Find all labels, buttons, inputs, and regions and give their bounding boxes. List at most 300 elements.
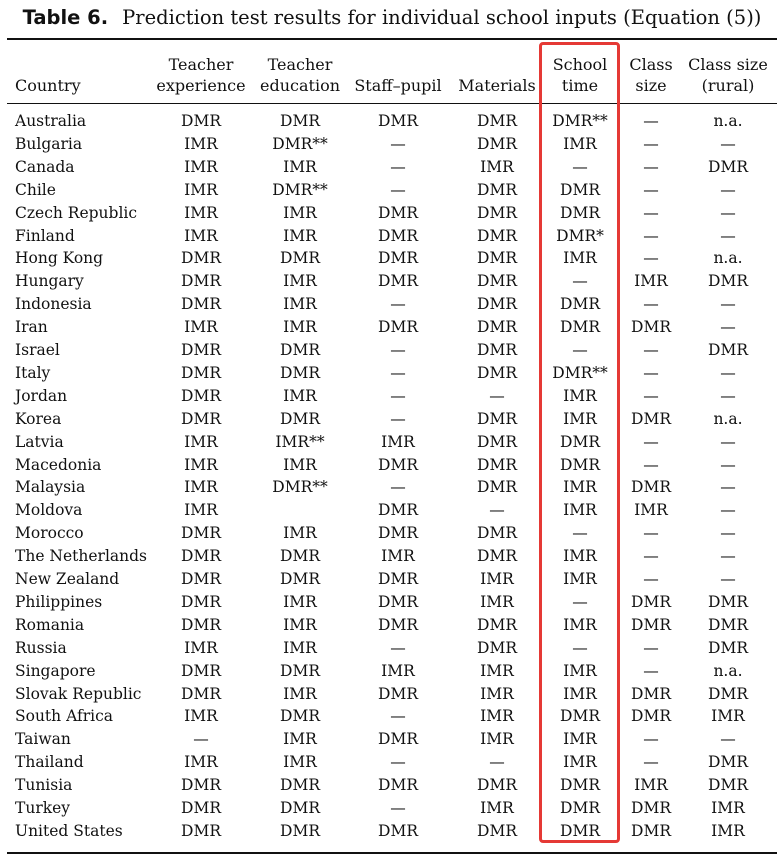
table-row [0,408,784,431]
staff-pupil-cell: DMR [378,615,418,634]
table-row [0,431,784,454]
country-cell: Israel [15,341,60,359]
table-row [0,293,784,316]
teacher-experience-cell: DMR [181,386,221,405]
col-header-line: Teacher [168,55,234,74]
teacher-experience-cell: DMR [181,295,221,314]
country-cell: Iran [15,318,48,337]
school-time-cell: — [572,272,588,291]
class-size-cell: DMR [631,318,671,337]
teacher-experience-cell: DMR [181,570,221,588]
country-cell: Indonesia [15,295,92,314]
country-cell: The Netherlands [15,547,148,566]
teacher-experience-cell: IMR [184,180,218,199]
materials-cell: DMR [477,524,517,543]
country-cell: Chile [15,180,56,199]
class-size-cell: — [643,455,659,474]
table-row [0,522,784,545]
materials-cell: DMR [477,226,517,245]
country-cell: Finland [15,226,75,245]
teacher-education-cell: DMR [280,821,320,840]
class-size-cell: — [643,363,659,382]
staff-pupil-cell: — [390,386,406,405]
class-size-cell: — [643,753,659,772]
country-cell: Italy [15,363,51,382]
school-time-cell: DMR* [556,226,604,245]
teacher-education-cell: DMR** [272,478,328,497]
teacher-education-cell [255,499,345,522]
class-size-rural-cell: DMR [708,592,748,611]
class-size-cell: — [643,226,659,245]
teacher-experience-cell: IMR [184,707,218,726]
staff-pupil-cell: DMR [378,730,418,749]
table-row [0,225,784,248]
materials-cell: DMR [477,821,517,840]
table-title: Prediction test results for individual school inputs (Equation (5)) [122,6,762,29]
teacher-education-cell: DMR** [272,134,328,153]
teacher-experience-cell: IMR [184,753,218,772]
school-time-cell: DMR [560,707,600,726]
table-row [0,728,784,751]
teacher-experience-cell: DMR [181,661,221,680]
table-row [0,751,784,774]
materials-cell: DMR [477,776,517,795]
col-header-line: Country [15,76,81,95]
col-header-line: Materials [458,76,536,95]
table-row [0,202,784,225]
teacher-experience-cell: DMR [181,592,221,611]
materials-cell: — [489,501,505,520]
staff-pupil-cell: DMR [378,592,418,611]
staff-pupil-cell: — [390,341,406,359]
table-row [0,270,784,293]
teacher-education-cell: IMR [283,684,317,703]
table-row [0,545,784,568]
teacher-education-cell: IMR [283,295,317,314]
class-size-rural-cell: DMR [708,272,748,291]
staff-pupil-cell: — [390,753,406,772]
teacher-education-cell: DMR [280,570,320,588]
table-row [0,614,784,637]
teacher-experience-cell: DMR [181,272,221,291]
school-time-cell: DMR [560,455,600,474]
col-header-staff-pupil [343,48,453,96]
teacher-education-cell: IMR [283,272,317,291]
table-row [0,591,784,614]
teacher-education-cell: IMR [283,157,317,176]
staff-pupil-cell: DMR [378,226,418,245]
school-time-cell: IMR [563,501,597,520]
teacher-education-cell: IMR [283,318,317,337]
class-size-rural-cell: — [720,226,736,245]
country-cell: Czech Republic [15,203,138,222]
class-size-cell: DMR [631,799,671,817]
country-cell: Macedonia [15,455,102,474]
materials-cell: DMR [477,112,517,130]
class-size-rural-cell: — [720,432,736,451]
class-size-rural-cell: — [720,730,736,749]
bottom-rule [7,852,777,854]
class-size-cell: — [643,547,659,566]
class-size-rural-cell: DMR [708,341,748,359]
country-cell: Moldova [15,501,83,520]
col-header-line: School [552,55,608,74]
school-time-cell: DMR [560,203,600,222]
class-size-rural-cell: — [720,134,736,153]
teacher-education-cell: IMR [283,638,317,657]
staff-pupil-cell: — [390,707,406,726]
class-size-cell: IMR [634,272,668,291]
header-rule [7,103,777,104]
class-size-cell: DMR [631,707,671,726]
country-cell: Romania [15,615,85,634]
staff-pupil-cell: — [390,409,406,428]
country-cell: Korea [15,409,62,428]
school-time-cell: IMR [563,478,597,497]
col-header-line: education [260,76,340,95]
materials-cell: DMR [477,203,517,222]
table-label: Table 6. [22,6,109,29]
school-time-cell: — [572,524,588,543]
class-size-cell: — [643,157,659,176]
school-time-cell: IMR [563,684,597,703]
teacher-education-cell: IMR [283,730,317,749]
class-size-rural-cell: — [720,180,736,199]
teacher-experience-cell: DMR [181,249,221,268]
materials-cell: DMR [477,134,517,153]
school-time-cell: IMR [563,547,597,566]
materials-cell: DMR [477,547,517,566]
materials-cell: DMR [477,432,517,451]
class-size-rural-cell: n.a. [713,661,743,680]
materials-cell: — [489,386,505,405]
teacher-experience-cell: IMR [184,226,218,245]
class-size-rural-cell: — [720,501,736,520]
teacher-education-cell: DMR [280,799,320,817]
table-row [0,110,784,133]
materials-cell: DMR [477,249,517,268]
table-row [0,156,784,179]
class-size-cell: DMR [631,821,671,840]
col-header-line: Class [629,55,673,74]
teacher-education-cell: IMR [283,753,317,772]
table-row [0,454,784,477]
class-size-cell: — [643,730,659,749]
teacher-education-cell: IMR [283,592,317,611]
table-row [0,362,784,385]
teacher-education-cell: DMR** [272,180,328,199]
country-cell: Hungary [15,272,84,291]
school-time-cell: DMR [560,432,600,451]
teacher-education-cell: IMR [283,203,317,222]
school-time-cell: IMR [563,661,597,680]
teacher-experience-cell: IMR [184,501,218,520]
country-cell: Singapore [15,661,96,680]
teacher-education-cell: IMR [283,455,317,474]
materials-cell: DMR [477,455,517,474]
class-size-cell: — [643,570,659,588]
staff-pupil-cell: — [390,638,406,657]
teacher-experience-cell: DMR [181,615,221,634]
school-time-cell: DMR [560,799,600,817]
country-cell: Australia [15,112,87,130]
col-header-teacher-education [245,48,355,96]
teacher-experience-cell: DMR [181,341,221,359]
school-time-cell: IMR [563,249,597,268]
school-time-cell: — [572,157,588,176]
class-size-rural-cell: — [720,547,736,566]
school-time-cell: IMR [563,753,597,772]
col-header-line: time [561,76,599,95]
staff-pupil-cell: IMR [381,432,415,451]
school-time-cell: IMR [563,386,597,405]
teacher-experience-cell: IMR [184,638,218,657]
class-size-cell: DMR [631,478,671,497]
table-row [0,476,784,499]
teacher-education-cell: IMR [283,386,317,405]
teacher-experience-cell: DMR [181,409,221,428]
materials-cell: DMR [477,615,517,634]
materials-cell: DMR [477,318,517,337]
class-size-rural-cell: — [720,455,736,474]
country-cell: Hong Kong [15,249,104,268]
materials-cell: DMR [477,638,517,657]
teacher-education-cell: DMR [280,341,320,359]
school-time-cell: DMR [560,776,600,795]
country-cell: Morocco [15,524,84,543]
class-size-rural-cell: n.a. [713,112,743,130]
class-size-cell: IMR [634,776,668,795]
col-header-line: (rural) [701,76,755,95]
table-row [0,339,784,362]
col-header-country [15,48,81,96]
teacher-education-cell: IMR [283,615,317,634]
class-size-cell: IMR [634,501,668,520]
teacher-experience-cell: IMR [184,455,218,474]
teacher-education-cell: DMR [280,707,320,726]
school-time-cell: DMR** [552,363,608,382]
table-row [0,660,784,683]
school-time-cell: — [572,638,588,657]
table-row [0,683,784,706]
class-size-rural-cell: — [720,295,736,314]
class-size-cell: — [643,432,659,451]
class-size-cell: DMR [631,409,671,428]
class-size-cell: — [643,386,659,405]
staff-pupil-cell: DMR [378,524,418,543]
col-header-teacher-experience [146,48,256,96]
country-cell: Philippines [15,592,103,611]
materials-cell: IMR [480,570,514,588]
staff-pupil-cell: DMR [378,112,418,130]
teacher-experience-cell: IMR [184,157,218,176]
teacher-experience-cell: DMR [181,684,221,703]
materials-cell: IMR [480,592,514,611]
table-row [0,568,784,591]
col-header-line: Staff–pupil [354,76,442,95]
materials-cell: DMR [477,295,517,314]
school-time-cell: — [572,592,588,611]
class-size-cell: — [643,295,659,314]
teacher-experience-cell: IMR [184,318,218,337]
class-size-rural-cell: — [720,478,736,497]
class-size-rural-cell: — [720,203,736,222]
class-size-cell: — [643,661,659,680]
class-size-cell: — [643,249,659,268]
country-cell: Jordan [15,386,68,405]
class-size-cell: — [643,203,659,222]
staff-pupil-cell: DMR [378,776,418,795]
class-size-cell: DMR [631,684,671,703]
teacher-education-cell: DMR [280,249,320,268]
teacher-education-cell: DMR [280,661,320,680]
teacher-experience-cell: IMR [184,203,218,222]
staff-pupil-cell: DMR [378,203,418,222]
class-size-cell: — [643,180,659,199]
class-size-cell: DMR [631,615,671,634]
teacher-education-cell: IMR [283,524,317,543]
class-size-cell: — [643,341,659,359]
table-row [0,637,784,660]
staff-pupil-cell: — [390,134,406,153]
school-time-cell: DMR [560,821,600,840]
col-header-line: Teacher [267,55,333,74]
class-size-cell: — [643,638,659,657]
table-row [0,797,784,820]
class-size-rural-cell: IMR [711,799,745,817]
school-time-cell: IMR [563,409,597,428]
class-size-rural-cell: — [720,524,736,543]
teacher-experience-cell: DMR [181,821,221,840]
school-time-cell: IMR [563,570,597,588]
staff-pupil-cell: DMR [378,501,418,520]
teacher-education-cell: DMR [280,363,320,382]
materials-cell: — [489,753,505,772]
staff-pupil-cell: — [390,295,406,314]
staff-pupil-cell: — [390,478,406,497]
staff-pupil-cell: DMR [378,249,418,268]
teacher-experience-cell: DMR [181,524,221,543]
school-time-cell: DMR** [552,112,608,130]
school-time-cell: IMR [563,730,597,749]
teacher-experience-cell: IMR [184,432,218,451]
materials-cell: DMR [477,478,517,497]
staff-pupil-cell: DMR [378,570,418,588]
table-row [0,385,784,408]
country-cell: Thailand [15,753,84,772]
country-cell: Malaysia [15,478,86,497]
materials-cell: IMR [480,684,514,703]
country-cell: Russia [15,638,67,657]
materials-cell: DMR [477,363,517,382]
teacher-education-cell: DMR [280,409,320,428]
country-cell: Slovak Republic [15,684,142,703]
teacher-experience-cell: DMR [181,112,221,130]
materials-cell: IMR [480,157,514,176]
class-size-rural-cell: DMR [708,157,748,176]
materials-cell: IMR [480,730,514,749]
staff-pupil-cell: — [390,363,406,382]
class-size-rural-cell: DMR [708,638,748,657]
country-cell: Turkey [15,799,71,817]
teacher-education-cell: IMR [283,226,317,245]
teacher-experience-cell: IMR [184,134,218,153]
staff-pupil-cell: — [390,157,406,176]
top-rule [7,38,777,40]
table-row [0,247,784,270]
school-time-cell: DMR [560,318,600,337]
table-row [0,705,784,728]
country-cell: Tunisia [15,776,73,795]
class-size-rural-cell: n.a. [713,409,743,428]
country-cell: United States [15,821,123,840]
class-size-rural-cell: — [720,570,736,588]
staff-pupil-cell: DMR [378,821,418,840]
teacher-experience-cell: DMR [181,363,221,382]
staff-pupil-cell: IMR [381,661,415,680]
school-time-cell: — [572,341,588,359]
materials-cell: DMR [477,409,517,428]
class-size-rural-cell: IMR [711,707,745,726]
teacher-experience-cell: DMR [181,776,221,795]
country-cell: South Africa [15,707,114,726]
materials-cell: DMR [477,180,517,199]
staff-pupil-cell: IMR [381,547,415,566]
materials-cell: IMR [480,799,514,817]
staff-pupil-cell: — [390,180,406,199]
school-time-cell: IMR [563,615,597,634]
staff-pupil-cell: DMR [378,455,418,474]
teacher-education-cell: IMR** [275,432,325,451]
col-header-line: size [635,76,667,95]
class-size-cell: — [643,112,659,130]
table-row [0,316,784,339]
materials-cell: IMR [480,707,514,726]
col-header-line: experience [156,76,246,95]
staff-pupil-cell: DMR [378,272,418,291]
table-row [0,774,784,797]
staff-pupil-cell: — [390,799,406,817]
class-size-rural-cell: DMR [708,776,748,795]
country-cell: Taiwan [15,730,71,749]
teacher-experience-cell: IMR [184,478,218,497]
table-row [0,179,784,202]
class-size-cell: — [643,524,659,543]
class-size-cell: DMR [631,592,671,611]
class-size-rural-cell: DMR [708,615,748,634]
country-cell: Bulgaria [15,134,83,153]
col-header-line: Class size [688,55,768,74]
col-header-class-size-rural [673,48,783,96]
country-cell: Canada [15,157,75,176]
class-size-rural-cell: DMR [708,753,748,772]
teacher-education-cell: DMR [280,547,320,566]
materials-cell: IMR [480,661,514,680]
staff-pupil-cell: DMR [378,684,418,703]
school-time-cell: IMR [563,134,597,153]
country-cell: New Zealand [15,570,120,588]
teacher-experience-cell: DMR [181,547,221,566]
materials-cell: DMR [477,341,517,359]
class-size-rural-cell: n.a. [713,249,743,268]
class-size-rural-cell: IMR [711,821,745,840]
teacher-education-cell: DMR [280,112,320,130]
class-size-rural-cell: — [720,363,736,382]
table-row [0,133,784,156]
table-caption [0,6,784,29]
table-row [0,499,784,522]
teacher-experience-cell: — [193,730,209,749]
